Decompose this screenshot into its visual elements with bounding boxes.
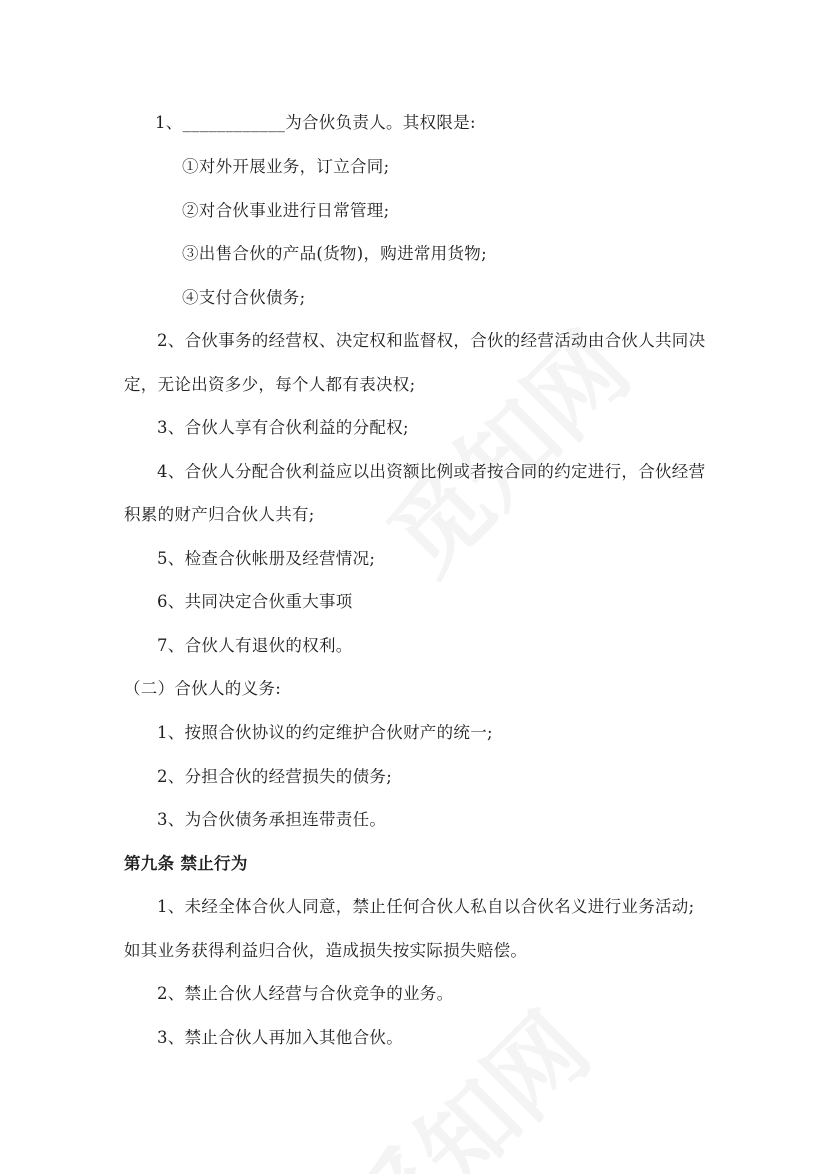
rights-item-4-line-1: 4、合伙人分配合伙利益应以出资额比例或者按合同的约定进行，合伙经营 (157, 462, 706, 481)
rights-item-1-sub-c: ③出售合伙的产品(货物)，购进常用货物; (182, 244, 487, 263)
rights-item-6: 6、共同决定合伙重大事项 (157, 592, 353, 611)
rights-item-3: 3、合伙人享有合伙利益的分配权; (157, 418, 409, 437)
prohibit-item-2: 2、禁止合伙人经营与合伙竞争的业务。 (157, 984, 454, 1003)
rights-item-1-sub-b: ②对合伙事业进行日常管理; (182, 201, 390, 220)
duties-heading: （二）合伙人的义务: (124, 679, 282, 698)
duties-item-2: 2、分担合伙的经营损失的债务; (157, 767, 393, 786)
rights-item-1-sub-d: ④支付合伙债务; (182, 288, 306, 307)
watermark-lower (314, 978, 615, 1174)
duties-item-1: 1、按照合伙协议的约定维护合伙财产的统一; (157, 723, 493, 742)
article-9-title: 第九条 禁止行为 (124, 854, 248, 873)
rights-item-2-line-1: 2、合伙事务的经营权、决定权和监督权，合伙的经营活动由合伙人共同决 (157, 331, 706, 350)
rights-item-1: 1、____________为合伙负责人。其权限是: (155, 113, 476, 132)
rights-item-7: 7、合伙人有退伙的权利。 (157, 636, 353, 655)
rights-item-5: 5、检查合伙帐册及经营情况; (157, 549, 376, 568)
duties-item-3: 3、为合伙债务承担连带责任。 (157, 810, 387, 829)
prohibit-item-1-line-1: 1、未经全体合伙人同意，禁止任何合伙人私自以合伙名义进行业务活动; (157, 897, 695, 916)
rights-item-2-line-2: 定，无论出资多少，每个人都有表决权; (124, 375, 416, 394)
prohibit-item-3: 3、禁止合伙人再加入其他合伙。 (157, 1028, 403, 1047)
rights-item-4-line-2: 积累的财产归合伙人共有; (124, 505, 315, 524)
prohibit-item-1-line-2: 如其业务获得利益归合伙，造成损失按实际损失赔偿。 (124, 941, 528, 960)
rights-item-1-sub-a: ①对外开展业务，订立合同; (182, 157, 390, 176)
